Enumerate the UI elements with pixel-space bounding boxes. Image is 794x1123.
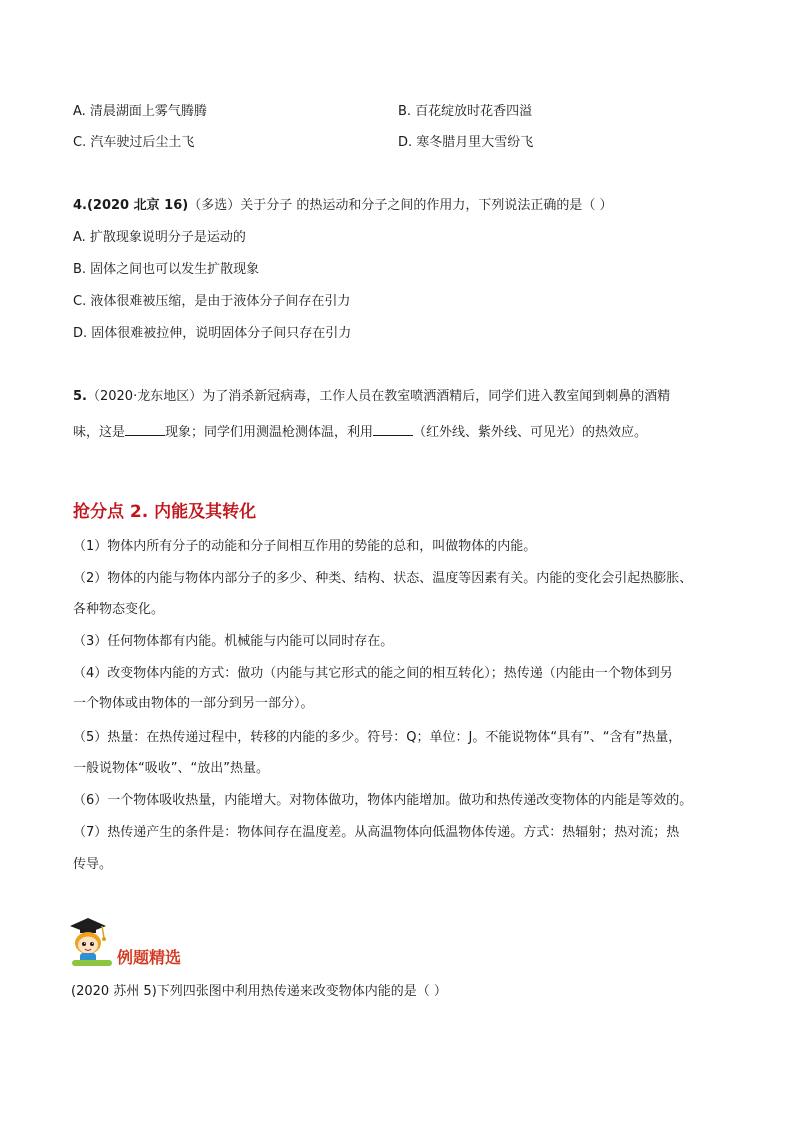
point-4-line-2: 一个物体或由物体的一部分到另一部分）。: [73, 696, 314, 711]
q5-text-2b: 现象；同学们用测温枪测体温，利用: [165, 425, 374, 440]
q4-source: 4.(2020 北京 16): [73, 198, 189, 213]
point-5-line-2: 一般说物体“吸收”、“放出”热量。: [73, 761, 269, 776]
q4-option-a: A. 扩散现象说明分子是运动的: [73, 230, 246, 245]
point-6: （6）一个物体吸收热量，内能增大。对物体做功，物体内能增加。做功和热传递改变物体的内能是等效的。: [73, 793, 693, 808]
point-1: （1）物体内所有分子的动能和分子间相互作用的势能的总和，叫做物体的内能。: [73, 539, 537, 554]
point-2-line-2: 各种物态变化。: [73, 602, 165, 617]
q3-option-a: A. 清晨湖面上雾气腾腾: [73, 104, 207, 119]
example-question: (2020 苏州 5)下列四张图中利用热传递来改变物体内能的是（ ）: [71, 984, 447, 999]
q4-text: （多选）关于分子 的热运动和分子之间的作用力，下列说法正确的是（ ）: [188, 198, 613, 213]
q5-line-1: [73, 388, 670, 406]
q3-option-c: C. 汽车驶过后尘土飞: [73, 135, 195, 150]
q5-text-2a: 味，这是: [73, 425, 126, 440]
point-7-line-1: （7）热传递产生的条件是：物体间存在温度差。从高温物体向低温物体传递。方式：热辐射；热对流；热: [73, 825, 680, 840]
q4-option-c: C. 液体很难被压缩，是由于液体分子间存在引力: [73, 294, 351, 309]
q4-option-d: D. 固体很难被拉伸，说明固体分子间只存在引力: [73, 326, 352, 341]
cartoon-student-mascot-icon: [66, 916, 116, 968]
q5-text-2c: （红外线、紫外线、可见光）的热效应。: [413, 425, 648, 440]
q4-stem: [73, 197, 612, 215]
q5-number: 5.: [73, 389, 87, 404]
point-7-line-2: 传导。: [73, 857, 113, 872]
section-heading: 抢分点 2. 内能及其转化: [73, 502, 257, 522]
q4-option-b: B. 固体之间也可以发生扩散现象: [73, 262, 260, 277]
point-3: （3）任何物体都有内能。机械能与内能可以同时存在。: [73, 634, 394, 649]
answer-blank-1[interactable]: [125, 423, 165, 436]
q3-option-d: D. 寒冬腊月里大雪纷飞: [398, 135, 534, 150]
point-4-line-1: （4）改变物体内能的方式：做功（内能与其它形式的能之间的相互转化）；热传递（内能由一个物体到另: [73, 666, 673, 681]
q5-line-2: [73, 423, 647, 442]
point-2-line-1: （2）物体的内能与物体内部分子的多少、种类、结构、状态、温度等因素有关。内能的变化会引起热膨胀、: [73, 571, 693, 586]
q5-text-1: （2020·龙东地区）为了消杀新冠病毒，工作人员在教室喷洒酒精后，同学们进入教室闻到刺鼻的酒精: [86, 389, 671, 404]
q3-option-b: B. 百花绽放时花香四溢: [398, 104, 533, 119]
answer-blank-2[interactable]: [373, 423, 413, 436]
example-title: 例题精选: [117, 948, 182, 967]
point-5-line-1: （5）热量：在热传递过程中，转移的内能的多少。符号：Q；单位：J。不能说物体“具有”、“含有”热量，: [73, 730, 682, 745]
